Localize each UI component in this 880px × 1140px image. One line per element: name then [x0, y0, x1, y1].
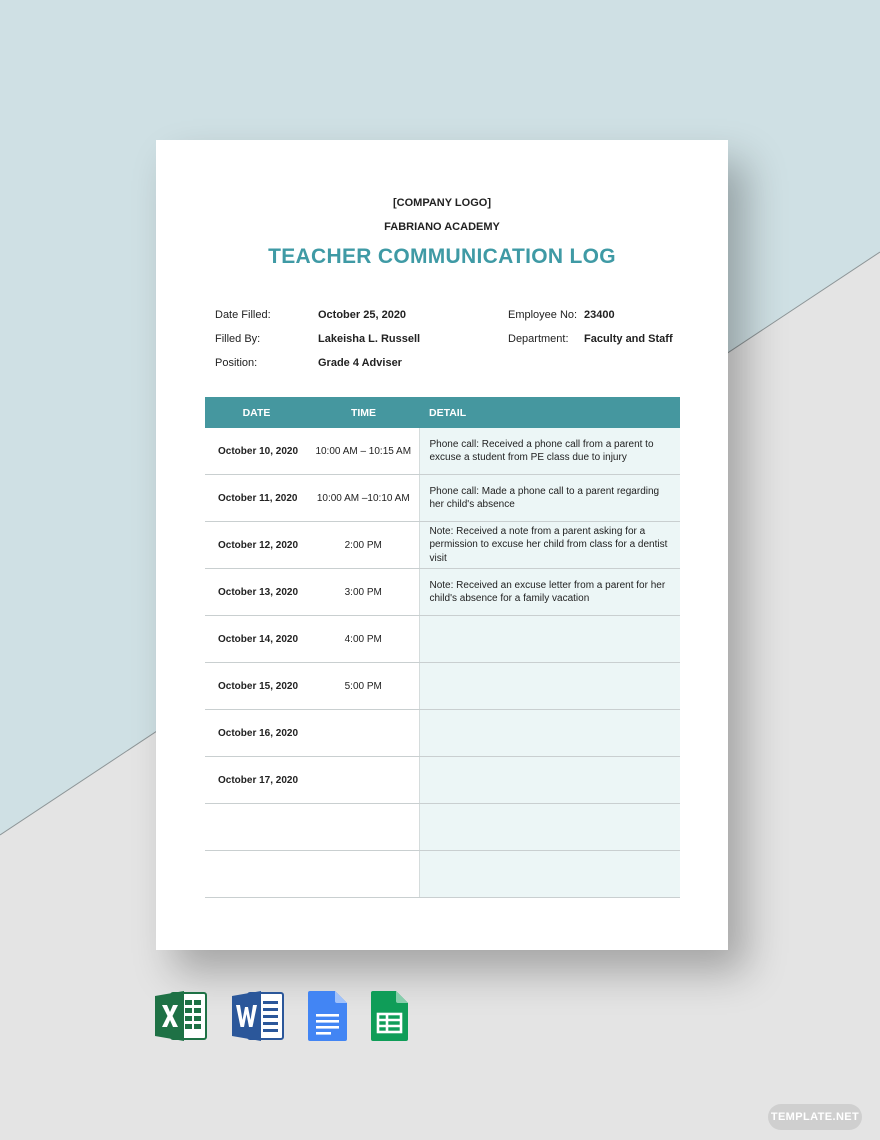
google-sheets-icon[interactable]: [370, 990, 409, 1042]
column-header-time: TIME: [308, 397, 419, 428]
detail-cell: [419, 757, 680, 804]
watermark-badge: TEMPLATE.NET: [768, 1104, 862, 1130]
organization-name: FABRIANO ACADEMY: [384, 221, 500, 233]
time-cell: 4:00 PM: [308, 616, 419, 663]
detail-cell: [419, 663, 680, 710]
time-cell: 10:00 AM – 10:15 AM: [308, 428, 419, 475]
date-cell: October 15, 2020: [205, 663, 308, 710]
date-cell: October 16, 2020: [205, 710, 308, 757]
position-value: Grade 4 Adviser: [318, 357, 402, 369]
table-row: [205, 757, 680, 804]
detail-cell: Note: Received a note from a parent asking for a permission to excuse her child from class for a dentist visit: [419, 522, 680, 569]
date-cell: October 10, 2020: [205, 428, 308, 475]
date-filled-value: October 25, 2020: [318, 309, 407, 321]
table-row: [205, 569, 680, 616]
detail-cell: Phone call: Made a phone call to a parent regarding her child's absence: [419, 475, 680, 522]
table-row: [205, 710, 680, 757]
detail-cell: [419, 616, 680, 663]
time-cell: 5:00 PM: [308, 663, 419, 710]
time-cell: 2:00 PM: [308, 522, 419, 569]
column-header-date: DATE: [205, 397, 308, 428]
date-cell: October 12, 2020: [205, 522, 308, 569]
filled-by-label: Filled By:: [215, 333, 261, 345]
date-cell: October 14, 2020: [205, 616, 308, 663]
table-row: [205, 804, 680, 851]
column-header-detail: DETAIL: [419, 397, 680, 428]
detail-cell: [419, 710, 680, 757]
excel-icon[interactable]: [155, 990, 208, 1042]
company-logo-placeholder: [COMPANY LOGO]: [393, 197, 491, 209]
department-label: Department:: [508, 333, 569, 345]
filled-by-value: Lakeisha L. Russell: [318, 333, 421, 345]
word-icon[interactable]: [232, 990, 285, 1042]
department-value: Faculty and Staff: [584, 333, 673, 345]
date-filled-label: Date Filled:: [215, 309, 271, 321]
time-cell: 10:00 AM –10:10 AM: [308, 475, 419, 522]
date-cell: October 13, 2020: [205, 569, 308, 616]
employee-no-label: Employee No:: [508, 309, 578, 321]
google-docs-icon[interactable]: [307, 990, 348, 1042]
table-row: [205, 522, 680, 569]
time-cell: [308, 804, 419, 851]
time-cell: 3:00 PM: [308, 569, 419, 616]
document-title: TEACHER COMMUNICATION LOG: [268, 245, 616, 268]
date-cell: [205, 804, 308, 851]
detail-cell: Note: Received an excuse letter from a parent for her child's absence for a family vacation: [419, 569, 680, 616]
document-page: [156, 140, 728, 950]
time-cell: [308, 851, 419, 898]
detail-cell: [419, 851, 680, 898]
date-cell: October 11, 2020: [205, 475, 308, 522]
table-row: [205, 663, 680, 710]
table-row: [205, 428, 680, 475]
detail-cell: [419, 804, 680, 851]
time-cell: [308, 757, 419, 804]
table-header-row: [205, 397, 680, 428]
time-cell: [308, 710, 419, 757]
detail-cell: Phone call: Received a phone call from a parent to excuse a student from PE class due to injury: [419, 428, 680, 475]
employee-no-value: 23400: [584, 309, 615, 321]
table-row: [205, 851, 680, 898]
date-cell: October 17, 2020: [205, 757, 308, 804]
table-row: [205, 616, 680, 663]
position-label: Position:: [215, 357, 258, 369]
date-cell: [205, 851, 308, 898]
communication-log-table: [205, 397, 680, 898]
table-row: [205, 475, 680, 522]
